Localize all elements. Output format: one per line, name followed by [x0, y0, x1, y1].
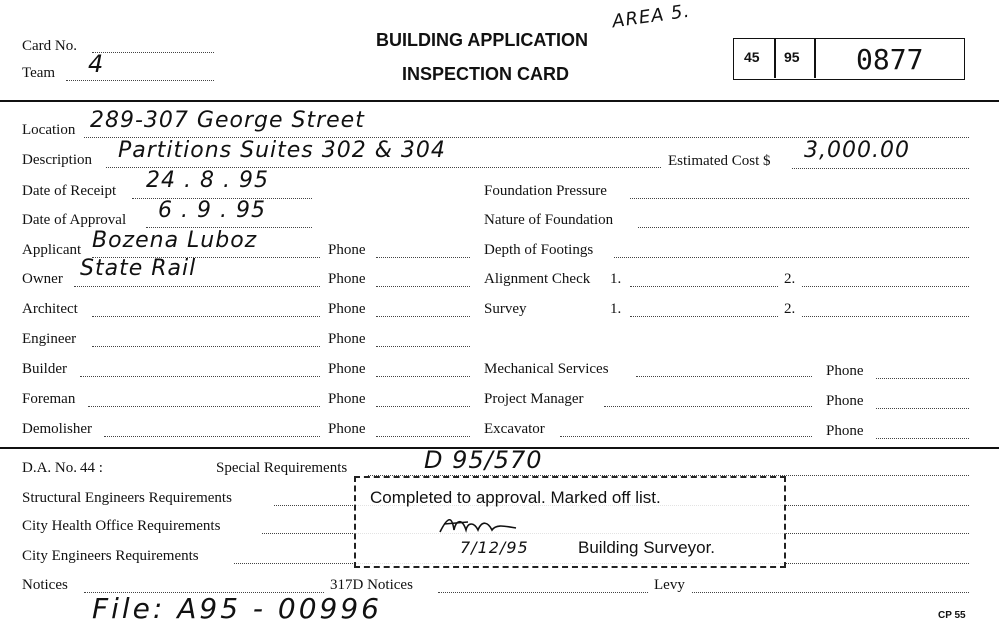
- excavator-label: Excavator: [484, 421, 545, 437]
- notices-317d-label: 317D Notices: [330, 577, 413, 593]
- stamp-completed-text: Completed to approval. Marked off list.: [370, 488, 661, 507]
- excavator-field[interactable]: [560, 436, 812, 437]
- owner-field[interactable]: [74, 286, 320, 287]
- builder-phone-label: Phone: [328, 361, 366, 377]
- architect-field[interactable]: [92, 316, 320, 317]
- divider: [774, 39, 776, 78]
- mechanical-phone-field[interactable]: [876, 378, 969, 379]
- mechanical-services-field[interactable]: [636, 376, 812, 377]
- date-receipt-value: 24 . 8 . 95: [146, 168, 269, 193]
- area-note: AREA 5.: [610, 0, 692, 33]
- estimated-cost-field[interactable]: [792, 168, 969, 169]
- applicant-phone-field[interactable]: [376, 257, 470, 258]
- alignment-1-field[interactable]: [630, 286, 778, 287]
- team-label: Team: [22, 65, 56, 81]
- builder-field[interactable]: [80, 376, 320, 377]
- city-engineers-req-label: City Engineers Requirements: [22, 548, 199, 564]
- approval-stamp: [354, 476, 786, 568]
- form-code: CP 55: [938, 610, 966, 621]
- alignment-check-label: Alignment Check: [484, 271, 591, 287]
- levy-label: Levy: [654, 577, 685, 593]
- builder-label: Builder: [22, 361, 67, 377]
- foreman-label: Foreman: [22, 391, 76, 407]
- architect-phone-label: Phone: [328, 301, 366, 317]
- survey-2-field[interactable]: [802, 316, 969, 317]
- location-label: Location: [22, 122, 76, 138]
- structural-eng-req-label: Structural Engineers Requirements: [22, 490, 232, 506]
- file-number-note: File: A95 - 00996: [92, 592, 382, 625]
- survey-2-label: 2.: [784, 301, 796, 317]
- project-manager-field[interactable]: [604, 406, 812, 407]
- notices-label: Notices: [22, 577, 68, 593]
- da-no-label: D.A. No.: [22, 460, 77, 476]
- city-health-req-label: City Health Office Requirements: [22, 518, 221, 534]
- card-no-field[interactable]: [92, 52, 214, 53]
- team-value: 4: [88, 50, 105, 78]
- nature-foundation-label: Nature of Foundation: [484, 212, 614, 228]
- estimated-cost-value: 3,000.00: [804, 138, 910, 163]
- header-rule: [0, 100, 999, 102]
- nature-foundation-field[interactable]: [638, 227, 969, 228]
- divider: [814, 39, 816, 78]
- demolisher-field[interactable]: [104, 436, 320, 437]
- applicant-phone-label: Phone: [328, 242, 366, 258]
- applicant-label: Applicant: [22, 242, 82, 258]
- excavator-phone-label: Phone: [826, 423, 864, 439]
- project-manager-phone-field[interactable]: [876, 408, 969, 409]
- card-no-label: Card No.: [22, 38, 77, 54]
- survey-1-label: 1.: [610, 301, 622, 317]
- mechanical-phone-label: Phone: [826, 363, 864, 379]
- description-value: Partitions Suites 302 & 304: [118, 138, 446, 163]
- date-approval-label: Date of Approval: [22, 212, 127, 228]
- title-inspection-card: INSPECTION CARD: [402, 64, 570, 84]
- title-building-application: BUILDING APPLICATION: [376, 30, 588, 50]
- code-45: 45: [744, 49, 760, 65]
- date-receipt-label: Date of Receipt: [22, 183, 117, 199]
- engineer-phone-field[interactable]: [376, 346, 470, 347]
- stamp-building-surveyor: Building Surveyor.: [578, 538, 716, 557]
- depth-footings-label: Depth of Footings: [484, 242, 594, 258]
- depth-footings-field[interactable]: [614, 257, 969, 258]
- survey-1-field[interactable]: [630, 316, 778, 317]
- levy-field[interactable]: [692, 592, 969, 593]
- code-95: 95: [784, 49, 800, 65]
- card-number: 0877: [856, 43, 924, 76]
- foreman-phone-label: Phone: [328, 391, 366, 407]
- estimated-cost-label: Estimated Cost $: [668, 153, 771, 169]
- signature-mark: [438, 512, 518, 538]
- alignment-2-field[interactable]: [802, 286, 969, 287]
- location-value: 289-307 George Street: [90, 108, 365, 133]
- foreman-phone-field[interactable]: [376, 406, 470, 407]
- engineer-field[interactable]: [92, 346, 320, 347]
- applicant-value: Bozena Luboz: [92, 228, 258, 253]
- excavator-phone-field[interactable]: [876, 438, 969, 439]
- special-requirements-value: D 95/570: [424, 446, 543, 474]
- demolisher-phone-label: Phone: [328, 421, 366, 437]
- demolisher-phone-field[interactable]: [376, 436, 470, 437]
- owner-value: State Rail: [80, 256, 197, 281]
- project-manager-phone-label: Phone: [826, 393, 864, 409]
- architect-phone-field[interactable]: [376, 316, 470, 317]
- builder-phone-field[interactable]: [376, 376, 470, 377]
- alignment-2-label: 2.: [784, 271, 796, 287]
- card-number-box: [733, 38, 965, 80]
- date-approval-value: 6 . 9 . 95: [158, 198, 266, 223]
- owner-label: Owner: [22, 271, 63, 287]
- owner-phone-field[interactable]: [376, 286, 470, 287]
- engineer-phone-label: Phone: [328, 331, 366, 347]
- engineer-label: Engineer: [22, 331, 77, 347]
- foundation-pressure-field[interactable]: [630, 198, 969, 199]
- foreman-field[interactable]: [88, 406, 320, 407]
- survey-label: Survey: [484, 301, 527, 317]
- demolisher-label: Demolisher: [22, 421, 92, 437]
- architect-label: Architect: [22, 301, 78, 317]
- special-requirements-label: Special Requirements: [216, 460, 348, 476]
- owner-phone-label: Phone: [328, 271, 366, 287]
- mechanical-services-label: Mechanical Services: [484, 361, 609, 377]
- team-field[interactable]: [66, 80, 214, 81]
- alignment-1-label: 1.: [610, 271, 622, 287]
- stamp-date: 7/12/95: [460, 538, 529, 557]
- project-manager-label: Project Manager: [484, 391, 584, 407]
- notices-317d-field[interactable]: [438, 592, 648, 593]
- description-label: Description: [22, 152, 92, 168]
- da-no-value: 44 :: [80, 460, 103, 476]
- foundation-pressure-label: Foundation Pressure: [484, 183, 607, 199]
